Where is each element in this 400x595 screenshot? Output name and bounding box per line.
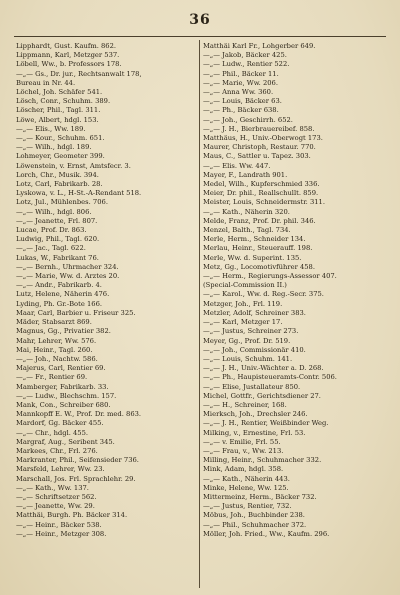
directory-entry: —„— Joh., Commissionär 410. [203, 345, 306, 354]
directory-entry: —„— Jeanette, Frl. 807. [16, 216, 98, 225]
directory-entry: Mai, Heinr., Tagl. 260. [16, 345, 93, 354]
directory-entry: —„— Schriftsetzer 562. [16, 492, 97, 501]
directory-entry: —„— v. Emilie, Frl. 55. [203, 437, 281, 446]
directory-entry: —„— Ludw., Blechschm. 157. [16, 391, 117, 400]
directory-entry: Michel, Gottfr., Gerichtsdiener 27. [203, 391, 321, 400]
directory-entry: —„— Heinr., Bäcker 538. [16, 520, 102, 529]
directory-entry: Metzger, Joh., Frl. 119. [203, 299, 283, 308]
page-number: 36 [189, 12, 211, 28]
directory-entry: Matthäi, Burgh. Ph. Bäcker 314. [16, 511, 128, 520]
directory-entry: Milking, v., Ernestine, Frl. 53. [203, 428, 306, 437]
directory-entry: Milling, Heinr., Schuhmacher 332. [203, 456, 322, 465]
directory-entry: —„— Frau, v., Ww. 213. [203, 446, 284, 455]
directory-entry: —„— Louis, Schuhm. 141. [203, 354, 293, 363]
directory-entry: Lutz, Helene, Näherin 476. [16, 290, 110, 299]
directory-entry: Medel, Wilh., Kupferschmied 336. [203, 180, 320, 189]
directory-entry: Lösch, Conr., Schuhm. 389. [16, 97, 111, 106]
directory-entry: Merlau, Heinr., Steuerauff. 198. [203, 244, 313, 253]
directory-entry: Mink, Adam, hdgl. 358. [203, 465, 284, 474]
directory-entry: —„— Wilh., hdgl. 189. [16, 143, 92, 152]
directory-entry: Bureau in Nr. 44. [16, 78, 76, 87]
directory-entry: Mahr, Lehrer, Ww. 576. [16, 336, 97, 345]
directory-entry: —„— Gs., Dr. jur., Rechtsanwalt 178, [16, 69, 142, 78]
directory-entry: (Special-Commission II.) [203, 281, 287, 290]
directory-entry: —„— Jeanette, Ww. 29. [16, 502, 95, 511]
directory-entry: —„— Karl, Metzger 17. [203, 318, 283, 327]
directory-entry: Lucae, Prof. Dr. 863. [16, 226, 87, 235]
directory-entry: —„— Elis. Ww. 447. [203, 161, 271, 170]
directory-entry: —„— Marie, Ww. 206. [203, 78, 278, 87]
directory-entry: Majerus, Carl, Rentier 69. [16, 364, 106, 373]
directory-entry: Matthäus, H., Univ.-Oberwogt 173. [203, 134, 323, 143]
directory-entry: Maus, C., Sattler u. Tapez. 303. [203, 152, 311, 161]
directory-entry: Lohmeyer, Geometer 399. [16, 152, 105, 161]
directory-entry: Markees, Chr., Frl. 276. [16, 446, 98, 455]
directory-entry: —„— Phil., Bäcker 11. [203, 69, 279, 78]
directory-entry: Marsfeld, Lehrer, Ww. 23. [16, 465, 105, 474]
directory-entry: Löchel, Joh. Schäfer 541. [16, 88, 103, 97]
directory-entry: —„— Heinr., Metzger 308. [16, 529, 107, 538]
directory-entry: Markranter, Phil., Seifensieder 736. [16, 456, 139, 465]
directory-entry: Lyding, Ph. Gr.-Bote 166. [16, 299, 103, 308]
directory-entry: —„— Kour., Schuhm. 651. [16, 134, 105, 143]
directory-entry: Lorch, Chr., Musik. 394. [16, 170, 99, 179]
directory-entry: Mittermeinz, Herm., Bäcker 732. [203, 492, 317, 501]
directory-entry: Mamberger, Fabrikarb. 33. [16, 382, 109, 391]
directory-entry: Löscher, Phil., Tagl. 311. [16, 106, 101, 115]
directory-entry: —„— J. H., Univ.-Wächter a. D. 268. [203, 364, 324, 373]
directory-entry: Melde, Franz, Prof. Dr. phil. 346. [203, 216, 316, 225]
directory-entry: —„— Justus, Rentier, 732. [203, 502, 292, 511]
directory-entry: —„— Joh., Geschirrh. 652. [203, 115, 293, 124]
directory-entry: Löwenstein, v. Ernst, Amtsfecr. 3. [16, 161, 131, 170]
directory-entry: —„— Louis, Bäcker 63. [203, 97, 282, 106]
directory-entry: —„— Andr., Fabrikarb. 4. [16, 281, 102, 290]
directory-entry: —„— J. H., Rentier, Weißbinder Weg. [203, 419, 329, 428]
directory-entry: —„— Jakob, Bäcker 425. [203, 51, 287, 60]
column-divider [199, 40, 200, 588]
directory-entry: Mannkopff E. W., Prof. Dr. med. 863. [16, 410, 142, 419]
directory-entry: —„— Anna Ww. 360. [203, 88, 274, 97]
directory-entry: Lippmann, Karl, Metzger 537. [16, 51, 120, 60]
directory-entry: Metz, Gg., Locomotivführer 458. [203, 262, 315, 271]
header-rule [14, 36, 386, 37]
directory-entry: —„— Bernh., Uhrmacher 324. [16, 262, 119, 271]
directory-entry: Maar, Carl, Barbier u. Friseur 325. [16, 308, 136, 317]
directory-entry: Merle, Herm., Schneider 134. [203, 235, 306, 244]
directory-entry: —„— Jac., Tagl. 622. [16, 244, 86, 253]
directory-entry: Möller, Joh. Fried., Ww., Kaufm. 296. [203, 529, 330, 538]
directory-entry: Lotz, Carl, Fabrikarb. 28. [16, 180, 103, 189]
directory-entry: —„— Marie, Ww. d. Arztes 20. [16, 272, 120, 281]
directory-entry: —„— Chr., hdgl. 455. [16, 428, 89, 437]
left-column [16, 42, 199, 539]
directory-entry: Meier, Dr. phil., Reallschullt. 859. [203, 189, 319, 198]
directory-entry: Magnus, Gg., Privatier 382. [16, 327, 111, 336]
directory-entry: Mayer, F., Landrath 901. [203, 170, 288, 179]
directory-entry: —„— H., Schreiner, 168. [203, 400, 287, 409]
directory-entry: Marschall, Jos. Frl. Sprachlehr. 29. [16, 474, 136, 483]
directory-entry: —„— Elise, Justallateur 850. [203, 382, 301, 391]
directory-entry: —„— Kath., Ww. 137. [16, 483, 89, 492]
directory-entry: Merle, Ww. d. Superint. 135. [203, 253, 302, 262]
directory-entry: Menzel, Balth., Tagl. 734. [203, 226, 291, 235]
directory-entry: Mardorf, Gg. Bäcker 455. [16, 419, 104, 428]
directory-entry: Löwe, Albert, hdgl. 153. [16, 115, 99, 124]
directory-entry: Ludwig, Phil., Tagl. 620. [16, 235, 100, 244]
directory-entry: Mank, Con., Schreiber 680. [16, 400, 111, 409]
directory-entry: —„— Kath., Näherin 320. [203, 207, 290, 216]
right-column [203, 42, 386, 539]
directory-entry: —„— Phil., Schuhmacher 372. [203, 520, 307, 529]
directory-entry: —„— Ph., Bäcker 638. [203, 106, 279, 115]
directory-entry: Lipphardt, Gust. Kaufm. 862. [16, 42, 117, 50]
directory-entry: —„— J. H., Bierbrauereibef. 858. [203, 124, 315, 133]
directory-entry: —„— Wilh., hdgl. 806. [16, 207, 92, 216]
directory-entry: Margraf, Aug., Seribent 345. [16, 437, 115, 446]
directory-entry: Löbell, Ww., b. Professors 178. [16, 60, 122, 69]
directory-entry: Maurer, Christoph, Restaur. 770. [203, 143, 316, 152]
directory-entry: Lyskowa, v. L., H-St.-A-Rendant 518. [16, 189, 142, 198]
directory-entry: Mierksch, Joh., Drechsler 246. [203, 410, 308, 419]
directory-entry: Meyer, Gg., Prof. Dr. 519. [203, 336, 291, 345]
directory-entry: —„— Kath., Näherin 443. [203, 474, 290, 483]
directory-entry: Mäder, Stabsarzt 869. [16, 318, 92, 327]
directory-entry: —„— Elis., Ww. 189. [16, 124, 86, 133]
directory-entry: —„— Joh., Nachtw. 586. [16, 354, 98, 363]
directory-entry: —„— Ludw., Rentier 522. [203, 60, 290, 69]
directory-entry: Möbus, Joh., Buchbinder 238. [203, 511, 305, 520]
directory-entry: —„— Herm., Regierungs-Assessor 407. [203, 272, 337, 281]
directory-entry: —„— Ph., Haupisteueramts-Contr. 506. [203, 373, 337, 382]
directory-entry: Minke, Helene, Ww. 125. [203, 483, 289, 492]
directory-entry: Lotz, Jul., Mühlenbes. 706. [16, 198, 108, 207]
directory-entry: —„— Fr., Rentier 69. [16, 373, 88, 382]
directory-entry: Lukas, W., Fabrikant 76. [16, 253, 99, 262]
directory-entry: —„— Justus, Schreiner 273. [203, 327, 299, 336]
directory-entry: —„— Karol., Ww. d. Reg.-Secr. 375. [203, 290, 324, 299]
directory-entry: Matthäi Karl Fr., Lohgerber 649. [203, 42, 316, 50]
directory-entry: Metzler, Adolf, Schreiner 383. [203, 308, 306, 317]
directory-entry: Meister, Louis, Schneidermstr. 311. [203, 198, 325, 207]
